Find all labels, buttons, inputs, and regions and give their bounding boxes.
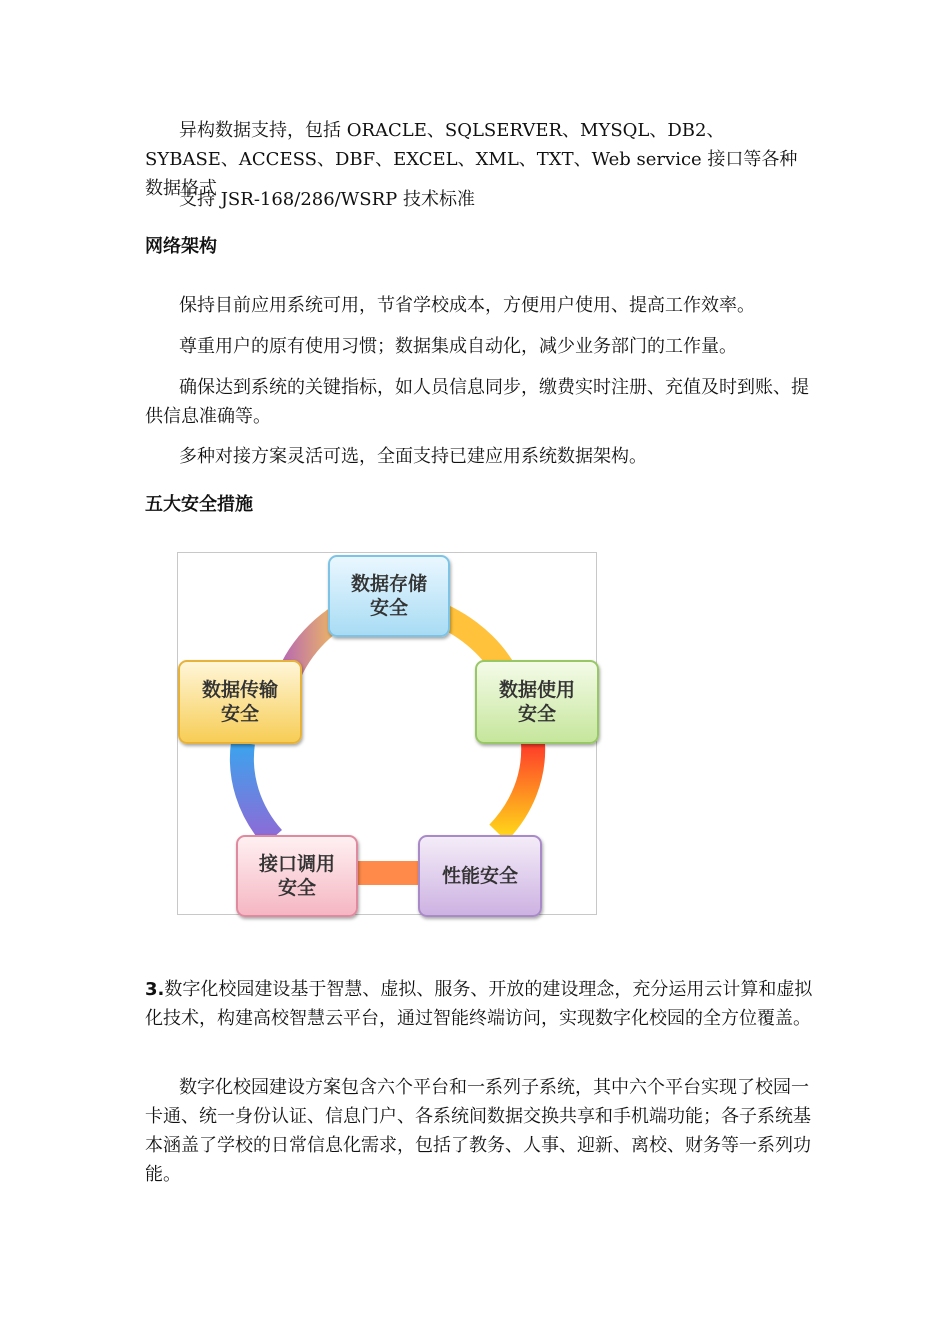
ring-segment-right (498, 743, 533, 833)
platform-paragraph: 数字化校园建设方案包含六个平台和一系列子系统，其中六个平台实现了校园一卡通、统一身份认证、信息门户、各系统间数据交换共享和手机端功能；各子系统基本涵盖了学校的日常信息化需求，包括了教务、人事、迎新、离校、财务等一系列功能。 (145, 1077, 811, 1185)
section-3-text: 数字化校园建设基于智慧、虚拟、服务、开放的建设理念，充分运用云计算和虚拟化技术，构建高校智慧云平台，通过智能终端访问，实现数字化校园的全方位覆盖。 (145, 979, 813, 1029)
data-storage-node (328, 555, 450, 637)
performance-label: 性能安全 (441, 865, 518, 887)
section-number: 3. (145, 979, 165, 1000)
data-use-label: 数据使用 安全 (498, 679, 575, 725)
network-item: 确保达到系统的关键指标，如人员信息同步，缴费实时注册、充值及时到账、提供信息准确等。 (145, 377, 809, 427)
network-item: 多种对接方案灵活可选，全面支持已建应用系统数据架构。 (179, 446, 647, 467)
data-use-node (475, 660, 599, 744)
network-heading: 网络架构 (145, 236, 217, 257)
network-item: 保持目前应用系统可用，节省学校成本，方便用户使用、提高工作效率。 (179, 295, 755, 316)
section-3-paragraph (145, 975, 815, 1033)
api-call-node (236, 835, 358, 917)
network-item: 尊重用户的原有使用习惯；数据集成自动化，减少业务部门的工作量。 (179, 336, 737, 357)
data-support-paragraph: 异构数据支持，包括 ORACLE、SQLSERVER、MYSQL、DB2、SYBASE、ACCESS、DBF、EXCEL、XML、TXT、Web service 接口等各种数据格式 (145, 120, 798, 199)
data-transfer-label: 数据传输 安全 (201, 679, 278, 725)
standards-paragraph: 支持 JSR-168/286/WSRP 技术标准 (179, 189, 475, 210)
performance-node (418, 835, 542, 917)
api-call-label: 接口调用 安全 (258, 853, 335, 899)
data-transfer-node (178, 660, 302, 744)
security-heading: 五大安全措施 (145, 494, 253, 515)
ring-segment-left (242, 743, 273, 838)
security-diagram (177, 552, 597, 915)
data-storage-label: 数据存储 安全 (350, 573, 427, 619)
